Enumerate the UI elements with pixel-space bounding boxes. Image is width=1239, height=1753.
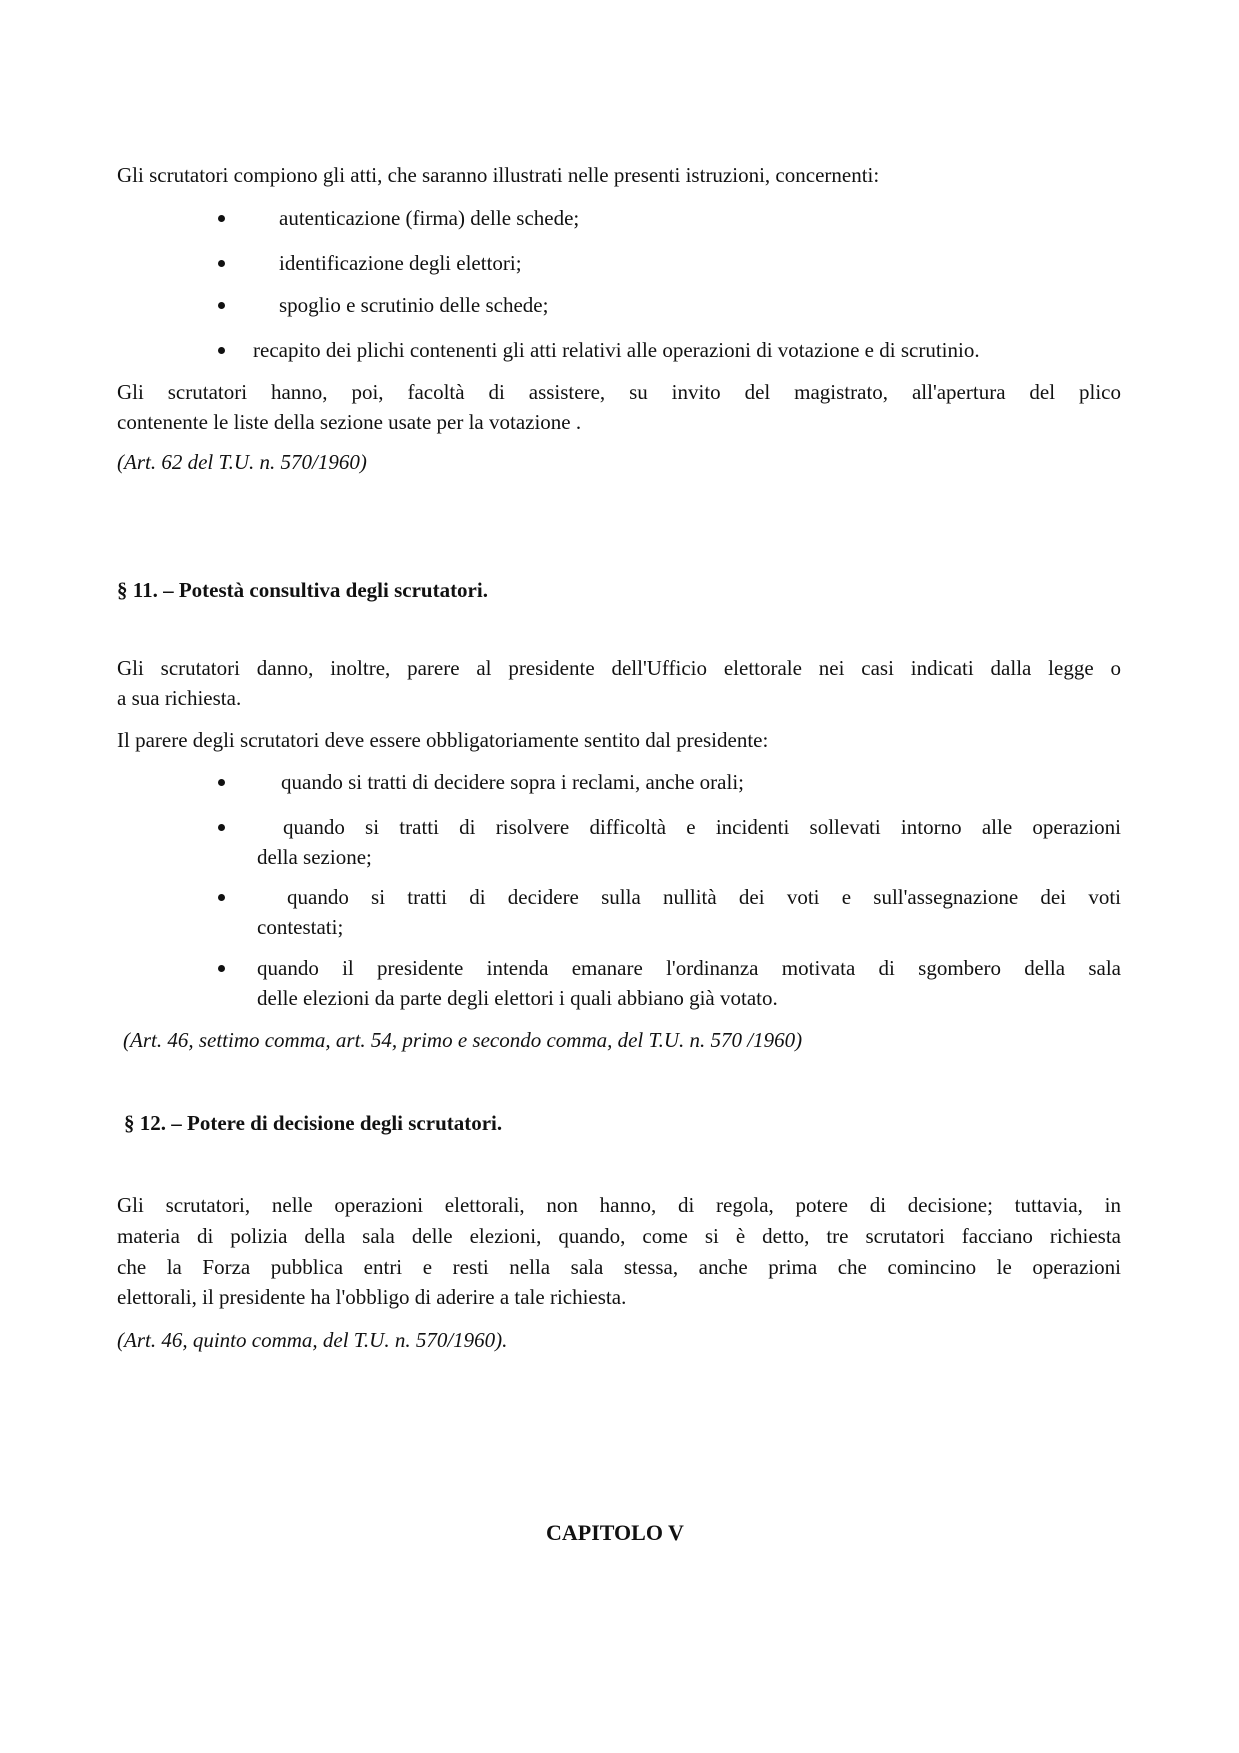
section12-paragraph-line: elettorali, il presidente ha l'obbligo di aderire a tale richiesta. (117, 1285, 627, 1309)
section11-paragraph-line: Gli scrutatori danno, inoltre, parere al presidente dell'Ufficio elettorale nei casi indicati dalla legge o (117, 656, 1121, 680)
section-heading: § 12. – Potere di decisione degli scrutatori. (124, 1111, 503, 1135)
citation: (Art. 46, settimo comma, art. 54, primo e secondo comma, del T.U. n. 570 /1960) (123, 1028, 803, 1052)
list-item: quando il presidente intenda emanare l'ordinanza motivata di sgombero della sala (257, 956, 1121, 980)
bullet-icon (218, 215, 225, 222)
section11-paragraph-2: Il parere degli scrutatori deve essere obbligatoriamente sentito dal presidente: (117, 728, 769, 752)
bullet-icon (218, 779, 225, 786)
list-item: identificazione degli elettori; (279, 251, 522, 275)
list-item: autenticazione (firma) delle schede; (279, 206, 580, 230)
list-item: quando si tratti di risolvere difficoltà e incidenti sollevati intorno alle operazioni (283, 815, 1121, 839)
bullet-icon (218, 965, 225, 972)
section12-paragraph-line: Gli scrutatori, nelle operazioni elettorali, non hanno, di regola, potere di decisione; tuttavia, in (117, 1193, 1121, 1217)
bullet-icon (218, 302, 225, 309)
intro-paragraph: Gli scrutatori compiono gli atti, che saranno illustrati nelle presenti istruzioni, concernenti: (117, 163, 880, 187)
citation: (Art. 46, quinto comma, del T.U. n. 570/1960). (117, 1328, 508, 1352)
section-heading: § 11. – Potestà consultiva degli scrutatori. (117, 578, 488, 602)
bullet-icon (218, 260, 225, 267)
list-item-continuation: delle elezioni da parte degli elettori i quali abbiano già votato. (257, 986, 778, 1010)
intro-paragraph-2-line: contenente le liste della sezione usate per la votazione . (117, 410, 582, 434)
chapter-title: CAPITOLO V (546, 1520, 684, 1545)
section11-paragraph-line: a sua richiesta. (117, 686, 242, 710)
bullet-icon (218, 824, 225, 831)
list-item: quando si tratti di decidere sulla nullità dei voti e sull'assegnazione dei voti (287, 885, 1121, 909)
list-item: spoglio e scrutinio delle schede; (279, 293, 549, 317)
list-item-continuation: della sezione; (257, 845, 372, 869)
citation: (Art. 62 del T.U. n. 570/1960) (117, 450, 367, 474)
bullet-icon (218, 347, 225, 354)
list-item: quando si tratti di decidere sopra i reclami, anche orali; (281, 770, 744, 794)
list-item-continuation: contestati; (257, 915, 344, 939)
list-item: recapito dei plichi contenenti gli atti relativi alle operazioni di votazione e di scrutinio. (253, 338, 980, 362)
intro-paragraph-2-line: Gli scrutatori hanno, poi, facoltà di assistere, su invito del magistrato, all'apertura del plico (117, 380, 1121, 404)
section12-paragraph-line: che la Forza pubblica entri e resti nella sala stessa, anche prima che comincino le operazioni (117, 1255, 1121, 1279)
bullet-icon (218, 894, 225, 901)
section12-paragraph-line: materia di polizia della sala delle elezioni, quando, come si è detto, tre scrutatori facciano richiesta (117, 1224, 1121, 1248)
